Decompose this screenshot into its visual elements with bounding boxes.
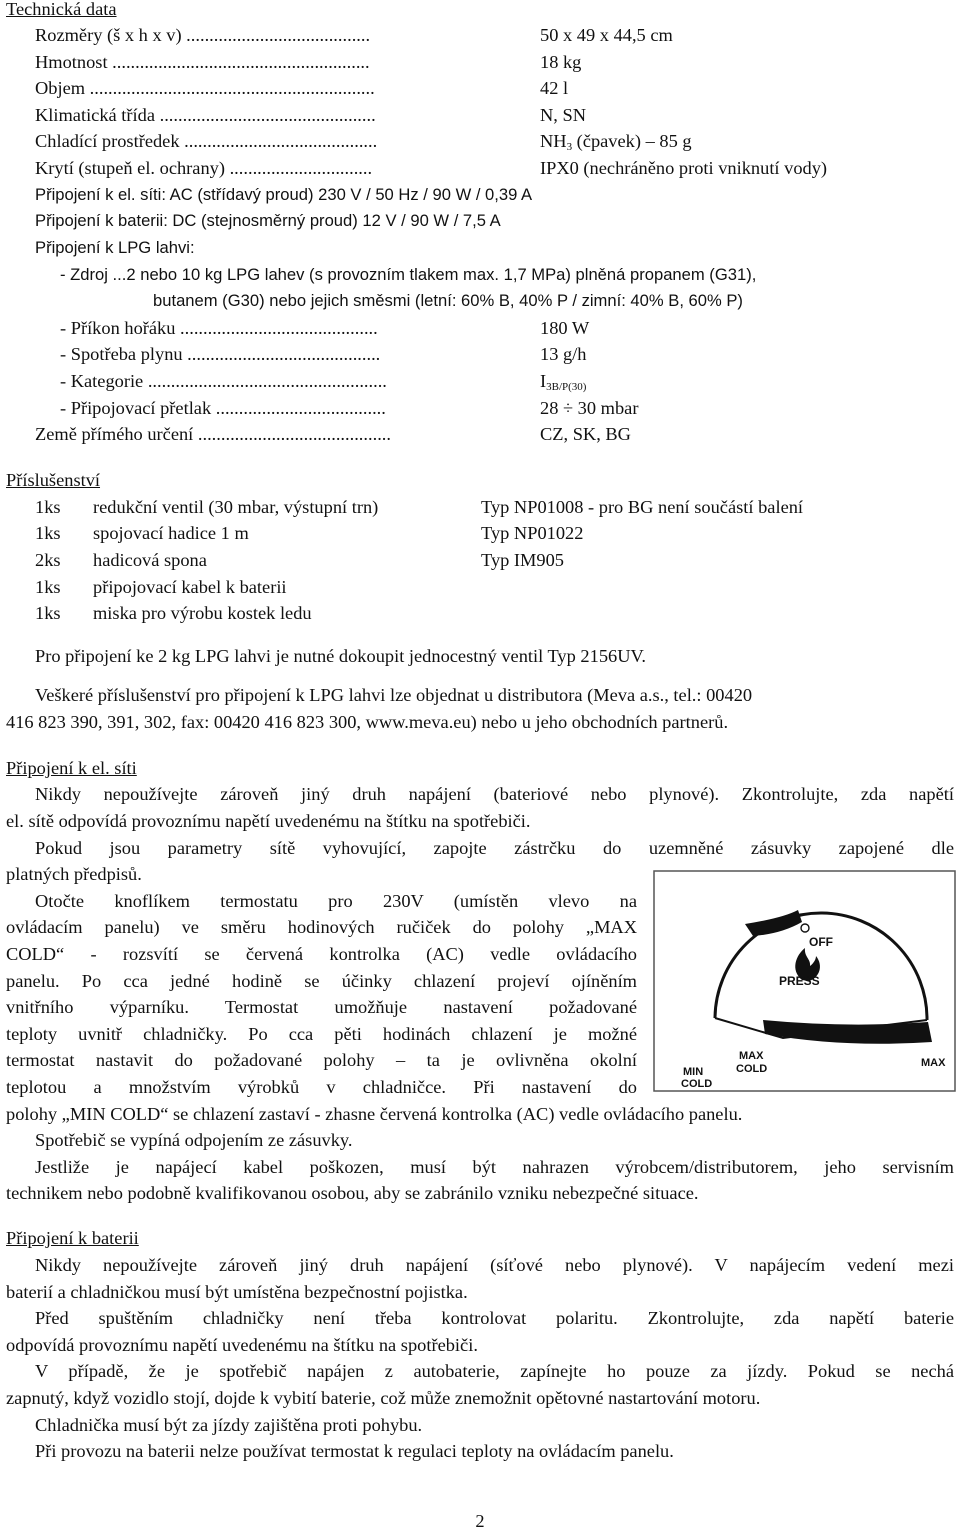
mains-text-line: panelu. Po cca jedné hodině se účinky chlazení projeví ojíněním bbox=[6, 971, 637, 991]
tech-row-label: Objem .............................................................. bbox=[35, 78, 375, 98]
lpg-row-value: 13 g/h bbox=[540, 344, 587, 364]
accessory-qty: 2ks bbox=[35, 550, 61, 570]
lpg-row-label: - Kategorie .................................................... bbox=[60, 371, 387, 391]
accessory-qty: 1ks bbox=[35, 603, 61, 623]
tech-row-label: Klimatická třída ............................................... bbox=[35, 105, 376, 125]
label-max: MAX bbox=[739, 1050, 764, 1062]
mains-text-line: technikem nebo podobně kvalifikovanou osobou, aby se zabránilo vzniku nebezpečné situace. bbox=[6, 1183, 699, 1203]
lpg-row-value: 28 ÷ 30 mbar bbox=[540, 398, 639, 418]
mains-text-line: Spotřebič se vypíná odpojením ze zásuvky. bbox=[35, 1130, 353, 1150]
tech-heading: Technická data bbox=[6, 0, 117, 19]
mains-text-line: teploty uvnitř chladničky. Po cca pěti hodinách chlazení je možné bbox=[6, 1024, 637, 1044]
label-min: MIN bbox=[683, 1066, 704, 1078]
mains-text-line: Otočte knoflíkem termostatu pro 230V (umístěn vlevo na bbox=[35, 891, 637, 911]
mains-text-line: ovládacím panelu) ve směru hodinových ručiček do polohy „MAX bbox=[6, 917, 637, 937]
tech-row-value: 18 kg bbox=[540, 52, 582, 72]
tech-row-value: IPX0 (nechráněno proti vniknutí vody) bbox=[540, 158, 828, 178]
order-line1: Veškeré příslušenství pro připojení k LPG lahvi lze objednat u distributora (Meva a.s., tel.: 00420 bbox=[35, 685, 753, 705]
tech-row-value: N, SN bbox=[540, 105, 586, 125]
dc-connection: Připojení k baterii: DC (stejnosměrný proud) 12 V / 90 W / 7,5 A bbox=[35, 211, 501, 230]
battery-text-line: zapnutý, když vozidlo stojí, dojde k vybití baterie, což může znemožnit opětovné nastartování motoru. bbox=[6, 1388, 761, 1408]
mains-text-line: Jestliže je napájecí kabel poškozen, musí být nahrazen výrobcem/distributorem, jeho servisním bbox=[35, 1157, 954, 1177]
lpg-source-line1: - Zdroj ...2 nebo 10 kg LPG lahev (s provozním tlakem max. 1,7 MPa) plněná propanem (G31), bbox=[60, 265, 757, 284]
accessory-name: připojovací kabel k baterii bbox=[93, 577, 287, 597]
mains-text-line: polohy „MIN COLD“ se chlazení zastaví - zhasne červená kontrolka (AC) vedle ovládacího panelu. bbox=[6, 1104, 743, 1124]
battery-text-line: Nikdy nepoužívejte zároveň jiný druh napájení (síťové nebo plynové). V napájecím vedení mezi bbox=[35, 1255, 954, 1275]
label-max-cold: COLD bbox=[736, 1063, 768, 1075]
mains-text-line: teplotou a množstvím výrobků v chladničce. Při nastavení do bbox=[6, 1077, 637, 1097]
battery-text-line: odpovídá provoznímu napětí uvedenému na štítku na spotřebiči. bbox=[6, 1335, 478, 1355]
accessories-heading: Příslušenství bbox=[6, 470, 101, 490]
battery-text-line: Chladnička musí být za jízdy zajištěna proti pohybu. bbox=[35, 1415, 423, 1435]
lpg-row-value: 180 W bbox=[540, 318, 590, 338]
mains-text-line: Nikdy nepoužívejte zároveň jiný druh napájení (bateriové nebo plynové). Zkontrolujte, zda napětí bbox=[35, 784, 954, 804]
mains-text-line: Pokud jsou parametry sítě vyhovující, zapojte zástrčku do uzemněné zásuvky zapojené dle bbox=[35, 838, 954, 858]
label-off: OFF bbox=[809, 935, 833, 949]
lpg-connection: Připojení k LPG lahvi: bbox=[35, 238, 195, 257]
off-dot-icon bbox=[801, 924, 809, 932]
label-press: PRESS bbox=[779, 974, 820, 988]
lpg-row-value: $I_{3B/P(30)}$ bbox=[540, 371, 587, 393]
battery-text-line: Před spuštěním chladničky není třeba kontrolovat polaritu. Zkontrolujte, zda napětí baterie bbox=[35, 1308, 954, 1328]
mains-text-line: el. sítě odpovídá provoznímu napětí uvedenému na štítku na spotřebiči. bbox=[6, 811, 531, 831]
ac-connection: Připojení k el. síti: AC (střídavý proud) 230 V / 50 Hz / 90 W / 0,39 A bbox=[35, 185, 533, 204]
accessory-qty: 1ks bbox=[35, 523, 61, 543]
note-2kg-valve: Pro připojení ke 2 kg LPG lahvi je nutné dokoupit jednocestný ventil Typ 2156UV. bbox=[35, 646, 646, 666]
lpg-source-line2: butanem (G30) nebo jejich směsmi (letní: 60% B, 40% P / zimní: 40% B, 60% P) bbox=[153, 291, 743, 310]
accessory-qty: 1ks bbox=[35, 497, 61, 517]
label-min-cold: COLD bbox=[681, 1078, 713, 1090]
battery-text-line: baterií a chladničkou musí být umístěna bezpečnostní pojistka. bbox=[6, 1282, 468, 1302]
mains-text-line: termostat nastavit do požadované polohy ‒ ta je ovlivněna okolní bbox=[6, 1050, 637, 1070]
accessory-name: miska pro výrobu kostek ledu bbox=[93, 603, 312, 623]
tech-row-value: $NH_3$ (čpavek) – 85 g bbox=[540, 131, 692, 153]
accessory-type: Typ NP01022 bbox=[481, 523, 584, 543]
battery-text-line: Při provozu na baterii nelze používat termostat k regulaci teploty na ovládacím panelu. bbox=[35, 1441, 674, 1461]
accessory-name: spojovací hadice 1 m bbox=[93, 523, 249, 543]
tech-row-value: 42 l bbox=[540, 78, 569, 98]
accessory-type: Typ NP01008 - pro BG není součástí balení bbox=[481, 497, 804, 517]
accessory-qty: 1ks bbox=[35, 577, 61, 597]
thermostat-knob-illustration bbox=[653, 870, 956, 1092]
mains-text-line: COLD“ - rozsvítí se červená kontrolka (AC) vedle ovládacího bbox=[6, 944, 637, 964]
country-label: Země přímého určení .......................................... bbox=[35, 424, 391, 444]
tech-row-label: Hmotnost ........................................................ bbox=[35, 52, 370, 72]
label-max-right: MAX bbox=[921, 1057, 946, 1069]
tech-row-value: 50 x 49 x 44,5 cm bbox=[540, 25, 673, 45]
lpg-row-label: - Příkon hořáku ........................................... bbox=[60, 318, 378, 338]
accessory-name: hadicová spona bbox=[93, 550, 207, 570]
country-value: CZ, SK, BG bbox=[540, 424, 631, 444]
accessory-name: redukční ventil (30 mbar, výstupní trn) bbox=[93, 497, 379, 517]
mains-heading: Připojení k el. síti bbox=[6, 758, 137, 778]
page-number: 2 bbox=[475, 1511, 485, 1531]
tech-row-label: Rozměry (š x h x v) ........................................ bbox=[35, 25, 371, 45]
tech-row-label: Chladící prostředek .......................................... bbox=[35, 131, 378, 151]
lpg-row-label: - Připojovací přetlak ..................................... bbox=[60, 398, 386, 418]
order-line2: 416 823 390, 391, 302, fax: 00420 416 823 300, www.meva.eu) nebo u jeho obchodních partnerů. bbox=[6, 712, 729, 732]
mains-text-line: vnitřního výparníku. Termostat umožňuje nastavení požadované bbox=[6, 997, 637, 1017]
battery-text-line: V případě, že je spotřebič napájen z autobaterie, zapínejte ho pouze za jízdy. Pokud se nechá bbox=[35, 1361, 954, 1381]
accessory-type: Typ IM905 bbox=[481, 550, 564, 570]
lpg-row-label: - Spotřeba plynu .......................................... bbox=[60, 344, 381, 364]
mains-text-line: platných předpisů. bbox=[6, 864, 142, 884]
battery-heading: Připojení k baterii bbox=[6, 1228, 139, 1248]
tech-row-label: Krytí (stupeň el. ochrany) ............................... bbox=[35, 158, 373, 178]
